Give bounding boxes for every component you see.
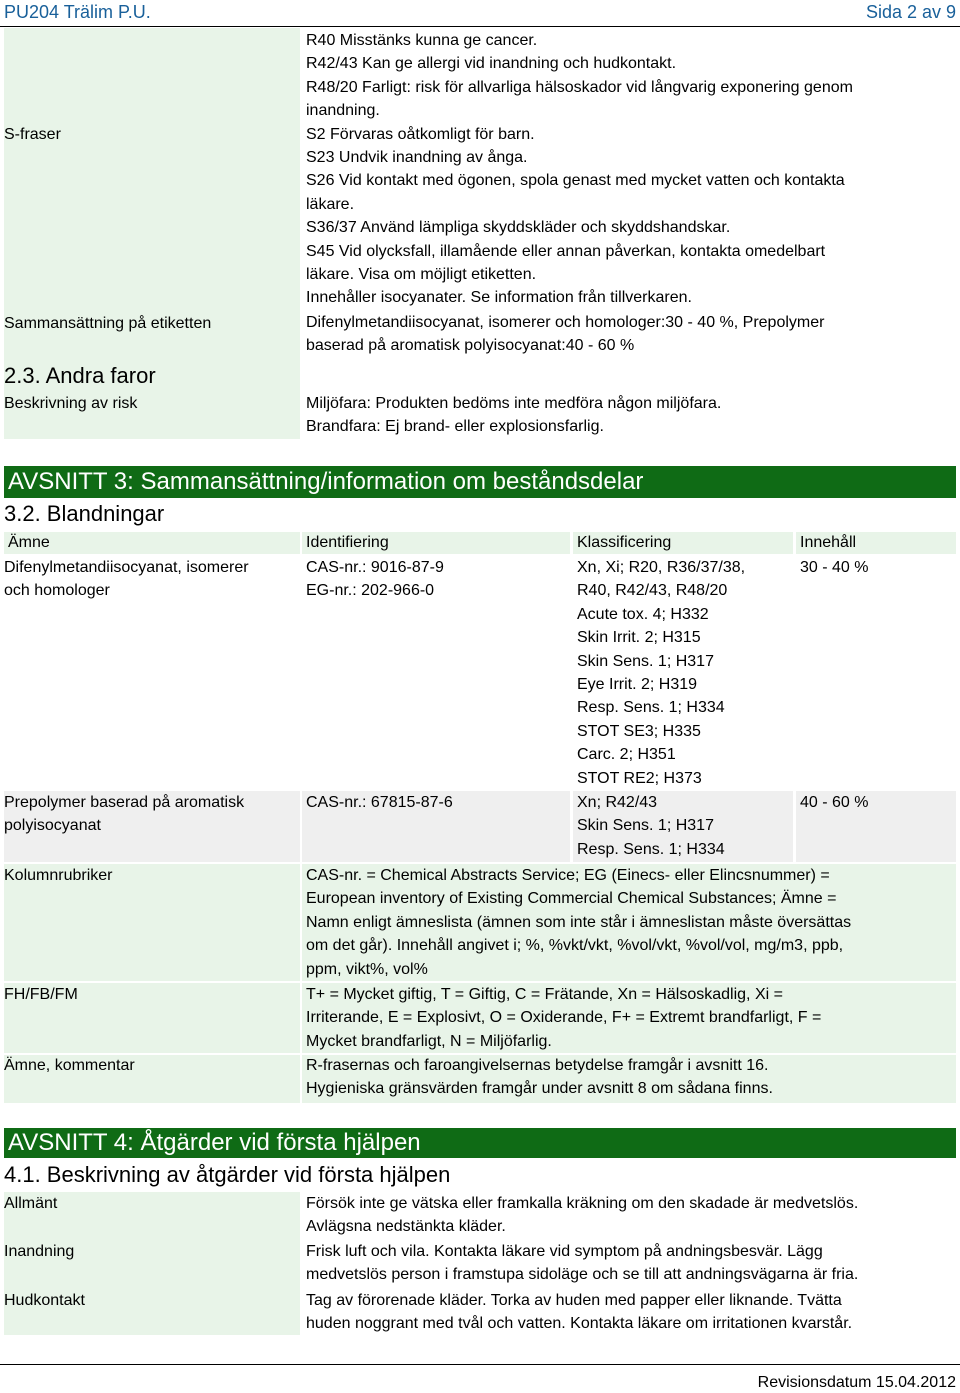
note-line: Namn enligt ämneslista (ämnen som inte står i ämneslistan måste översättas [306, 913, 852, 931]
note-line: T+ = Mycket giftig, T = Giftig, C = Frätande, Xn = Hälsoskadlig, Xi = [306, 986, 783, 1003]
note-line: Irriterande, E = Explosivt, O = Oxiderande, F+ = Extremt brandfarligt, F = [306, 1009, 822, 1027]
classification-line: Skin Irrit. 2; H315 [577, 629, 701, 647]
col-header-classification: Klassificering [573, 532, 793, 554]
note-line: Hygieniska gränsvärden framgår under avsnitt 8 om sådana finns. [306, 1080, 773, 1098]
other-hazards-heading: 2.3. Andra faror [4, 363, 156, 388]
classification-line: Skin Sens. 1; H317 [577, 817, 714, 835]
content-percent: 40 - 60 % [800, 794, 869, 811]
classification-line: Carc. 2; H351 [577, 746, 676, 764]
risk-description-label: Beskrivning av risk [4, 395, 138, 412]
s-phrase-line: läkare. Visa om möjligt etiketten. [306, 266, 537, 284]
first-aid-line: Försök inte ge vätska eller framkalla kräkning om den skadade är medvetslös. [306, 1195, 859, 1212]
s-phrase-line: S23 Undvik inandning av ånga. [306, 149, 528, 167]
classification-line: Eye Irrit. 2; H319 [577, 676, 698, 694]
substance-name: Difenylmetandiisocyanat, isomerer [4, 559, 249, 576]
classification-line: Xn; R42/43 [577, 794, 658, 811]
substance-name: Prepolymer baserad på aromatisk [4, 794, 245, 811]
cas-number: CAS-nr.: 9016-87-9 [306, 559, 444, 576]
note-text [306, 864, 851, 981]
substance-name: polyisocyanat [4, 817, 101, 835]
r-phrase-line: R40 Misstänks kunna ge cancer. [306, 32, 538, 49]
risk-description-block [306, 392, 721, 439]
classification-line: STOT RE2; H373 [577, 769, 702, 787]
document-title: PU204 Trälim P.U. [4, 2, 151, 22]
classification-line: Skin Sens. 1; H317 [577, 652, 714, 670]
first-aid-text [306, 1192, 858, 1239]
table-row [4, 791, 244, 838]
first-aid-label: Inandning [4, 1243, 75, 1260]
r-phrase-line: inandning. [306, 102, 380, 120]
classification-line: Acute tox. 4; H332 [577, 605, 709, 623]
col-header-identification: Identifiering [302, 532, 570, 554]
content-percent: 30 - 40 % [800, 559, 869, 576]
first-aid-text [306, 1289, 852, 1336]
classification-line: STOT SE3; H335 [577, 722, 701, 740]
first-aid-line: Tag av förorenade kläder. Torka av huden med papper eller liknande. Tvätta [306, 1292, 842, 1309]
first-aid-line: Avlägsna nedstänkta kläder. [306, 1218, 506, 1236]
classification-cell [577, 556, 745, 790]
substance-name: och homologer [4, 582, 110, 600]
table-row [4, 556, 249, 603]
first-aid-line: Frisk luft och vila. Kontakta läkare vid symptom på andningsbesvär. Lägg [306, 1243, 823, 1260]
note-label: Ämne, kommentar [4, 1057, 135, 1074]
identification-cell [306, 556, 444, 603]
note-label: Kolumnrubriker [4, 867, 113, 884]
first-aid-line: huden noggrant med tvål och vatten. Kontakta läkare om irritationen kvarstår. [306, 1315, 853, 1333]
s-phrase-line: S26 Vid kontakt med ögonen, spola genast med mycket vatten och kontakta [306, 172, 845, 190]
composition-line: baserad på aromatisk polyisocyanat:40 - 60 % [306, 337, 635, 355]
r-phrases-block [306, 29, 853, 358]
r-phrase-line: R42/43 Kan ge allergi vid inandning och hudkontakt. [306, 55, 677, 73]
revision-date: Revisionsdatum 15.04.2012 [757, 1374, 956, 1391]
classification-line: R40, R42/43, R48/20 [577, 582, 728, 600]
col-header-substance: Ämne [4, 532, 300, 554]
note-line: Mycket brandfarligt, N = Miljöfarlig. [306, 1032, 552, 1050]
composition-label: Sammansättning på etiketten [4, 315, 212, 332]
classification-line: Resp. Sens. 1; H334 [577, 840, 725, 858]
section-3-2-heading: 3.2. Blandningar [4, 501, 165, 526]
header-divider [0, 26, 960, 27]
s-phrase-line: Innehåller isocyanater. Se information från tillverkaren. [306, 289, 692, 307]
note-text [306, 1054, 773, 1101]
first-aid-label: Hudkontakt [4, 1292, 85, 1309]
cas-number: CAS-nr.: 67815-87-6 [306, 794, 453, 811]
s-phrase-line: S45 Vid olycksfall, illamående eller annan påverkan, kontakta omedelbart [306, 242, 826, 260]
first-aid-line: medvetslös person i framstupa sidoläge och se till att andningsvägarna är fria. [306, 1266, 859, 1284]
risk-line: Brandfara: Ej brand- eller explosionsfarlig. [306, 418, 604, 436]
classification-cell [577, 791, 725, 861]
section-4-1-heading: 4.1. Beskrivning av åtgärder vid första hjälpen [4, 1162, 451, 1187]
page-number: Sida 2 av 9 [865, 2, 956, 22]
note-text [306, 983, 821, 1053]
section-3-heading: AVSNITT 3: Sammansättning/information om beståndsdelar [4, 466, 956, 498]
s-phrases-label: S-fraser [4, 126, 61, 143]
r-phrase-line: R48/20 Farligt: risk för allvarliga hälsoskador vid långvarig exponering genom [306, 78, 853, 96]
footer-divider [0, 1364, 960, 1365]
note-label: FH/FB/FM [4, 986, 78, 1003]
note-line: ppm, vikt%, vol% [306, 960, 428, 978]
note-line: CAS-nr. = Chemical Abstracts Service; EG (Einecs- eller Elincsnummer) = [306, 867, 830, 884]
s-phrase-line: S36/37 Använd lämpliga skyddskläder och skyddshandskar. [306, 219, 731, 237]
risk-line: Miljöfara: Produkten bedöms inte medföra någon miljöfara. [306, 395, 722, 412]
eg-number: EG-nr.: 202-966-0 [306, 582, 435, 600]
classification-line: Xn, Xi; R20, R36/37/38, [577, 559, 746, 576]
first-aid-label: Allmänt [4, 1195, 58, 1212]
s-phrase-line: läkare. [306, 195, 355, 213]
first-aid-text [306, 1240, 858, 1287]
composition-line: Difenylmetandiisocyanat, isomerer och homologer:30 - 40 %, Prepolymer [306, 313, 825, 331]
classification-line: Resp. Sens. 1; H334 [577, 699, 725, 717]
note-line: om det går). Innehåll angivet i; %, %vkt/vkt, %vol/vkt, %vol/vol, mg/m3, ppb, [306, 937, 844, 955]
section-4-heading: AVSNITT 4: Åtgärder vid första hjälpen [4, 1128, 956, 1158]
s-phrase-line: S2 Förvaras oåtkomligt för barn. [306, 125, 535, 143]
col-header-content: Innehåll [796, 532, 956, 554]
note-line: R-frasernas och faroangivelsernas betydelse framgår i avsnitt 16. [306, 1057, 769, 1074]
note-line: European inventory of Existing Commercial Chemical Substances; Ämne = [306, 890, 837, 908]
